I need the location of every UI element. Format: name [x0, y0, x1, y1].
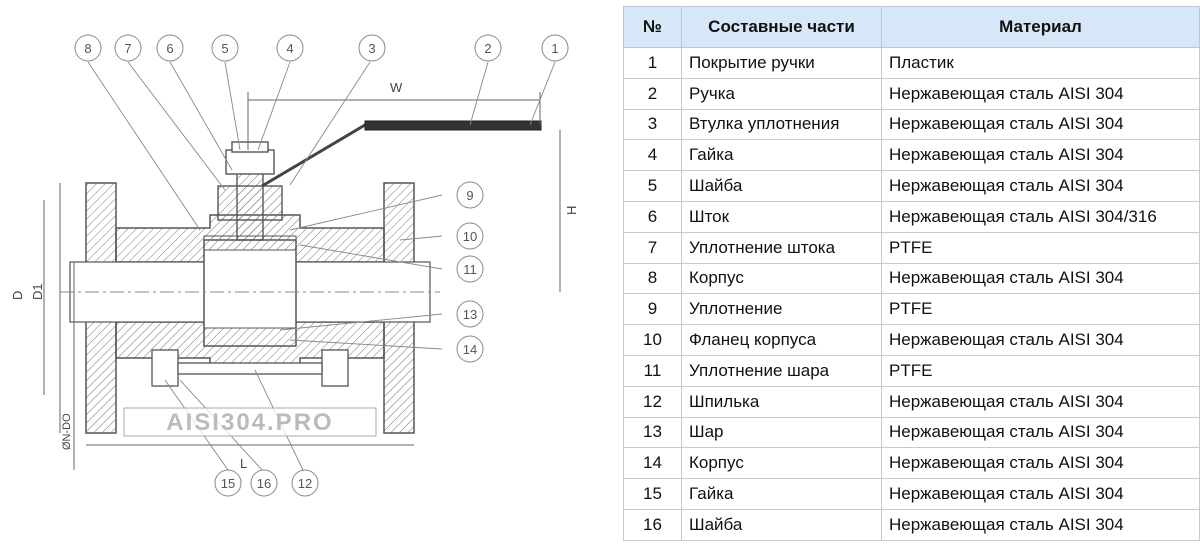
cell-material: Нержавеющая сталь AISI 304 [882, 109, 1200, 140]
table-row [624, 479, 1200, 510]
cell-number: 16 [624, 509, 682, 540]
header-component: Составные части [682, 7, 882, 48]
svg-text:2: 2 [484, 41, 492, 56]
callout-1 [542, 35, 568, 61]
dimension-w: W [390, 80, 403, 95]
table-row [624, 109, 1200, 140]
svg-text:13: 13 [462, 307, 478, 322]
cell-component: Шайба [682, 171, 882, 202]
table-row [624, 417, 1200, 448]
cell-component: Покрытие ручки [682, 48, 882, 79]
callout-6 [157, 35, 183, 61]
svg-text:1: 1 [551, 41, 559, 56]
cell-material: Нержавеющая сталь AISI 304 [882, 140, 1200, 171]
cell-material: Нержавеющая сталь AISI 304 [882, 325, 1200, 356]
cell-number: 6 [624, 201, 682, 232]
callout-14 [457, 336, 483, 362]
callout-8 [75, 35, 101, 61]
svg-text:8: 8 [84, 41, 92, 56]
cell-material: Нержавеющая сталь AISI 304 [882, 448, 1200, 479]
table-row [624, 232, 1200, 263]
cell-material: Нержавеющая сталь AISI 304 [882, 479, 1200, 510]
handle [262, 121, 541, 186]
stem-nut-top [232, 142, 268, 152]
cell-component: Гайка [682, 140, 882, 171]
table-row [624, 201, 1200, 232]
cell-number: 11 [624, 355, 682, 386]
cell-component: Шайба [682, 509, 882, 540]
cell-component: Шар [682, 417, 882, 448]
table-row [624, 448, 1200, 479]
cell-number: 7 [624, 232, 682, 263]
dimension-d: D [10, 290, 25, 300]
callout-7 [115, 35, 141, 61]
cell-component: Втулка уплотнения [682, 109, 882, 140]
svg-text:5: 5 [221, 41, 229, 56]
stem-nut [226, 150, 274, 174]
callout-11 [457, 256, 483, 282]
cell-number: 13 [624, 417, 682, 448]
cell-number: 14 [624, 448, 682, 479]
cell-material: Нержавеющая сталь AISI 304 [882, 417, 1200, 448]
cell-number: 1 [624, 48, 682, 79]
cell-component: Уплотнение [682, 294, 882, 325]
cell-material: Нержавеющая сталь AISI 304 [882, 263, 1200, 294]
cell-component: Гайка [682, 479, 882, 510]
cell-component: Уплотнение штока [682, 232, 882, 263]
header-material: Материал [882, 7, 1200, 48]
svg-text:4: 4 [286, 41, 294, 56]
handle-grip [365, 121, 541, 130]
cell-component: Ручка [682, 78, 882, 109]
cell-component: Шпилька [682, 386, 882, 417]
bolt-right-nut [322, 350, 348, 386]
table-row [624, 509, 1200, 540]
packing [218, 186, 282, 220]
callout-15 [215, 470, 241, 496]
cell-number: 10 [624, 325, 682, 356]
bolt-rod [178, 363, 322, 374]
svg-text:7: 7 [124, 41, 132, 56]
cell-number: 5 [624, 171, 682, 202]
callout-16 [251, 470, 277, 496]
cell-material: Нержавеющая сталь AISI 304 [882, 386, 1200, 417]
cell-number: 3 [624, 109, 682, 140]
table-row [624, 140, 1200, 171]
svg-text:11: 11 [463, 262, 477, 277]
dimension-dn: ØN-DO [61, 413, 73, 450]
cell-material: PTFE [882, 232, 1200, 263]
header-number: № [624, 7, 682, 48]
svg-text:10: 10 [462, 229, 478, 244]
svg-text:3: 3 [368, 41, 376, 56]
cell-material: Нержавеющая сталь AISI 304/316 [882, 201, 1200, 232]
table-row [624, 78, 1200, 109]
cell-component: Шток [682, 201, 882, 232]
cell-number: 2 [624, 78, 682, 109]
svg-text:12: 12 [297, 476, 313, 491]
dimension-h: H [564, 205, 579, 215]
cell-component: Уплотнение шара [682, 355, 882, 386]
dimension-d1: D1 [30, 283, 45, 300]
svg-text:15: 15 [220, 476, 236, 491]
cell-component: Корпус [682, 448, 882, 479]
callout-9 [457, 182, 483, 208]
parts-table [623, 6, 1200, 541]
dimension-l: L [240, 456, 248, 471]
table-row [624, 171, 1200, 202]
callout-10 [457, 223, 483, 249]
table-row [624, 325, 1200, 356]
cell-number: 8 [624, 263, 682, 294]
table-row [624, 386, 1200, 417]
callout-13 [457, 301, 483, 327]
cell-number: 15 [624, 479, 682, 510]
cell-number: 9 [624, 294, 682, 325]
svg-text:6: 6 [166, 41, 174, 56]
svg-text:16: 16 [256, 476, 272, 491]
cell-material: PTFE [882, 355, 1200, 386]
svg-text:9: 9 [466, 188, 474, 203]
ball-seat-bottom [204, 328, 296, 346]
callout-2 [475, 35, 501, 61]
cell-component: Корпус [682, 263, 882, 294]
cell-component: Фланец корпуса [682, 325, 882, 356]
cell-number: 4 [624, 140, 682, 171]
cell-number: 12 [624, 386, 682, 417]
cell-material: Пластик [882, 48, 1200, 79]
callout-3 [359, 35, 385, 61]
watermark: AISI304.PRO [166, 409, 334, 436]
table-header-row [624, 7, 1200, 48]
cell-material: Нержавеющая сталь AISI 304 [882, 78, 1200, 109]
cell-material: Нержавеющая сталь AISI 304 [882, 171, 1200, 202]
svg-text:14: 14 [462, 342, 478, 357]
callout-4 [277, 35, 303, 61]
cell-material: Нержавеющая сталь AISI 304 [882, 509, 1200, 540]
table-row [624, 48, 1200, 79]
callout-5 [212, 35, 238, 61]
table-row [624, 355, 1200, 386]
table-row [624, 263, 1200, 294]
cell-material: PTFE [882, 294, 1200, 325]
table-row [624, 294, 1200, 325]
callout-12 [292, 470, 318, 496]
